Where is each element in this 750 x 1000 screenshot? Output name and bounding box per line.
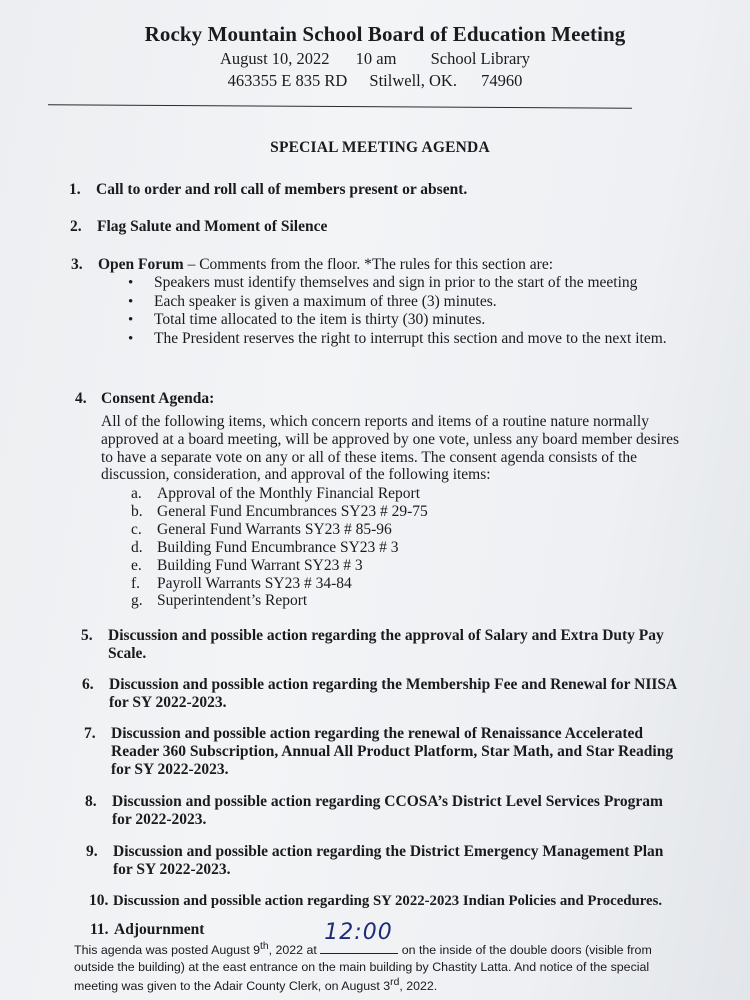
open-forum-label: Open Forum [98,256,184,273]
handwritten-time: 12:00 [324,920,393,946]
item-text: Discussion and possible action regarding the renewal of Renaissance Accelerated Reader 360 Subscription, Annual All Product Platform, Star Math, and Star Reading for SY 2022-2023. [111,725,674,778]
bullet-icon: • [128,275,134,291]
item-text: Discussion and possible action regarding the Membership Fee and Renewal for NIISA for SY 2022-2023. [109,676,677,711]
meeting-address [0,71,750,91]
posting-notice: This agenda was posted August 9th, 2022 at 12:00 on the inside of the double doors (visible from outside the building) at the east entrance on the main building by Chastity Latta. And notice of the special meeting was given to the Adair County Clerk, on August 3rd, 2022. [74,920,652,994]
item-number: 10. [89,892,109,909]
consent-agenda-label: Consent Agenda: [101,390,215,407]
agenda-title: SPECIAL MEETING AGENDA [270,139,490,156]
list-item: • Speakers must identify themselves and sign in prior to the start of the meeting [128,274,638,291]
consent-agenda-body: All of the following items, which concern reports and items of a routine nature normally approved at a board meeting, will be approved by one vote, unless any board member desires to have a separate vote on any or all of these items. The consent agenda consists of the discussion, consideration, and approval of the following items: [101,413,680,484]
list-item: e. Building Fund Warrant SY23 # 3 [131,556,363,574]
posting-time-blank [320,920,398,954]
list-item: • Each speaker is given a maximum of three (3) minutes. [128,292,497,310]
zip-code: 74960 [481,71,523,90]
city-state: Stilwell, OK. [369,71,457,90]
bullet-icon: • [128,293,134,310]
bullet-icon: • [128,330,134,347]
header-divider [48,104,632,109]
item-number: 5. [81,627,93,644]
item-number: 11. [90,921,109,938]
list-item: • The President reserves the right to interrupt this section and move to the next item. [128,329,667,347]
consent-agenda-items [131,485,428,610]
item-number: 7. [84,725,96,742]
item-text: Call to order and roll call of members present or absent. [96,181,468,198]
meeting-time: 10 am [355,49,397,68]
list-item: • Total time allocated to the item is thirty (30) minutes. [128,311,486,328]
list-item: a. Approval of the Monthly Financial Report [131,485,421,502]
meeting-date: August 10, 2022 [219,49,330,68]
item-number: 3. [71,256,83,273]
meeting-details [0,49,750,69]
list-item: g. Superintendent’s Report [131,592,308,610]
item-number: 8. [85,793,97,810]
item-text [98,256,688,274]
bullet-icon: • [128,312,134,328]
open-forum-description: – Comments from the floor. *The rules for this section are: [183,256,554,273]
item-text: Adjournment [114,921,205,938]
document-header [0,22,750,91]
list-item: f. Payroll Warrants SY23 # 34-84 [131,574,352,592]
item-text: Flag Salute and Moment of Silence [97,218,328,235]
item-text: Discussion and possible action regarding SY 2022-2023 Indian Policies and Procedures. [113,893,663,909]
meeting-location: School Library [430,49,531,68]
list-item: b. General Fund Encumbrances SY23 # 29-75 [131,502,428,520]
item-number: 6. [82,676,94,693]
page-title: Rocky Mountain School Board of Education Meeting [144,22,626,46]
item-number: 2. [70,218,82,235]
item-text: Discussion and possible action regarding the approval of Salary and Extra Duty Pay Scale. [108,627,664,662]
item-text: Discussion and possible action regarding the District Emergency Management Plan for SY 2022-2023. [113,843,664,878]
item-number: 9. [86,843,98,860]
item-number: 4. [75,390,87,407]
item-number: 1. [69,181,81,198]
street-address: 463355 E 835 RD [227,71,348,90]
open-forum-rules [128,274,688,348]
list-item: c. General Fund Warrants SY23 # 85-96 [131,520,392,538]
item-text: Discussion and possible action regarding CCOSA’s District Level Services Program for 2022-2023. [112,793,663,828]
list-item: d. Building Fund Encumbrance SY23 # 3 [131,538,399,556]
